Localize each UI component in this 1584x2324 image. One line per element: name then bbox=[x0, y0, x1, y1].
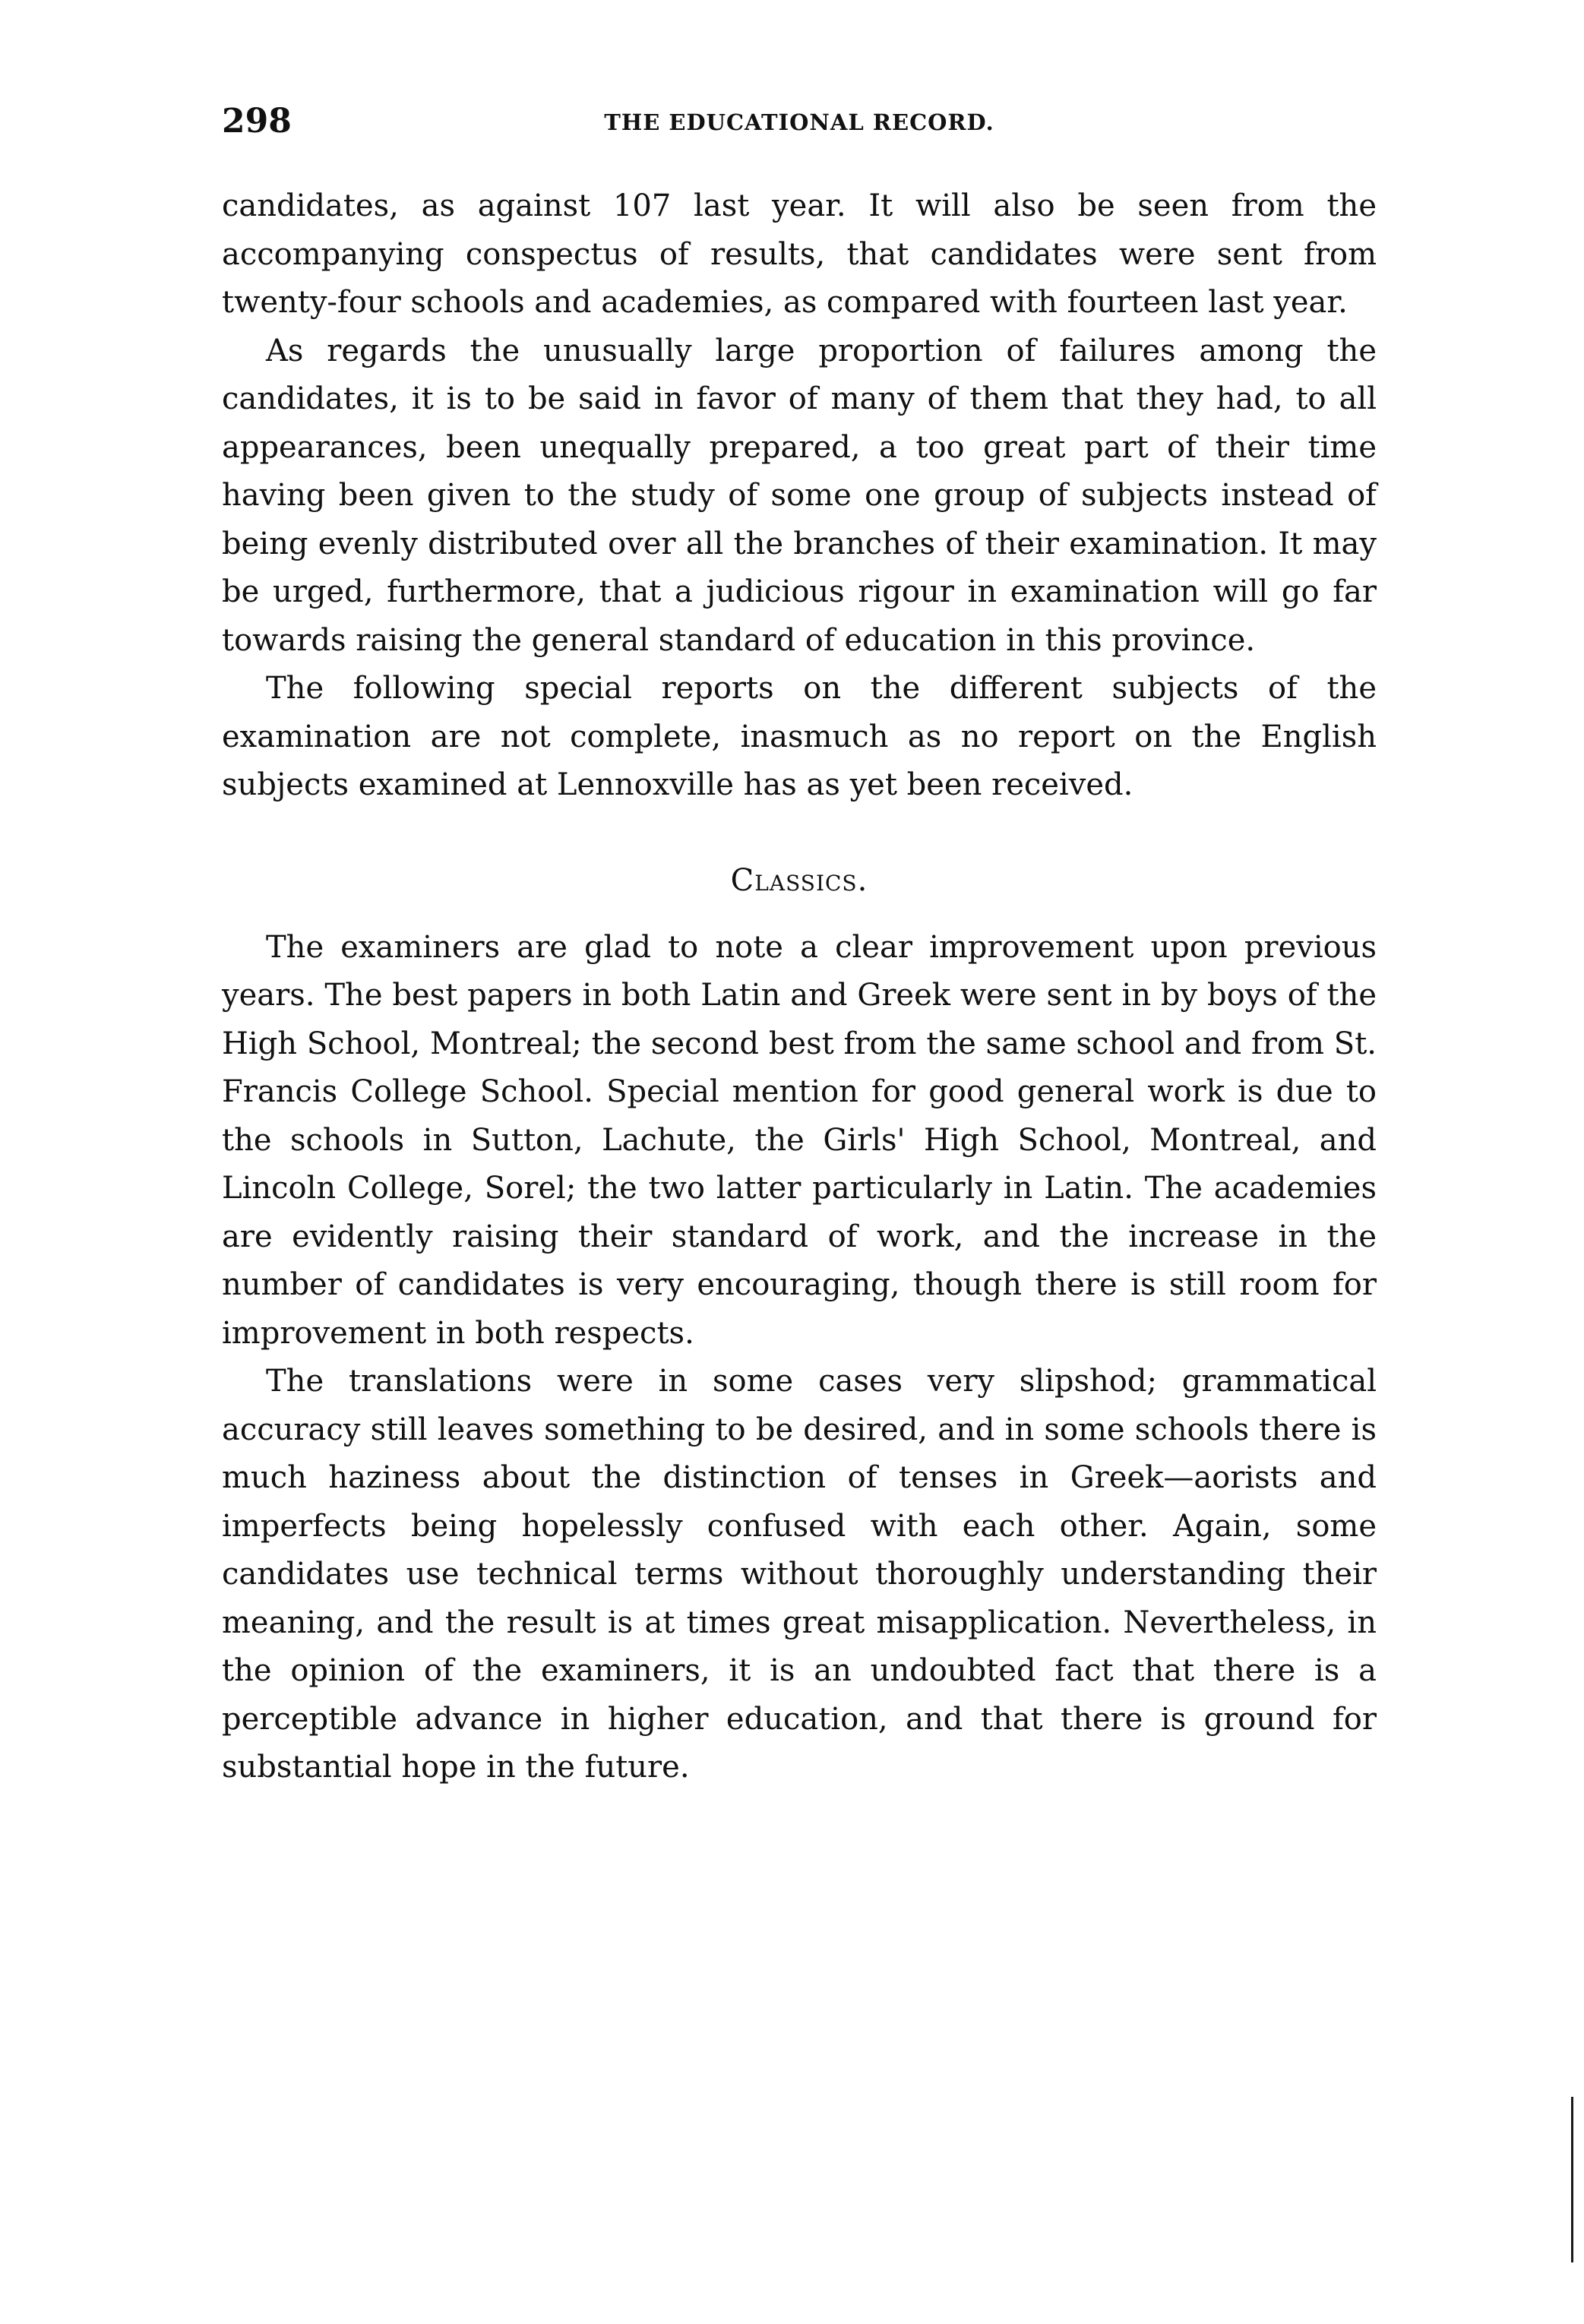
document-page bbox=[222, 90, 1377, 1792]
paragraph-special-reports: The following special reports on the different subjects of the examination are not complete, inasmuch as no report on the English subjects examined at Lennoxville has as yet been received. bbox=[222, 671, 1377, 802]
paragraph-continuation: candidates, as against 107 last year. It will also be seen from the accompanying conspectus of results, that candidates were sent from twenty-four schools and academies, as compared with fourteen last year. bbox=[222, 188, 1377, 320]
journal-title: THE EDUCATIONAL RECORD. bbox=[604, 109, 994, 135]
running-head bbox=[222, 90, 1377, 150]
paragraph-classics-improvement: The examiners are glad to note a clear improvement upon previous years. The best papers in both Latin and Greek were sent in by boys of the High School, Montreal; the second best from the same school and from St. Francis College School. Special mention for good general work is due to the schools in Sutton, Lachute, the Girls' High School, Montreal, and Lincoln College, Sorel; the two latter particularly in Latin. The academies are evidently raising their standard of work, and the increase in the number of candidates is very encouraging, though there is still room for improvement in both respects. bbox=[222, 929, 1377, 1351]
margin-rule bbox=[1571, 2097, 1573, 2262]
section-heading-classics: Classics. bbox=[730, 862, 868, 898]
page-number: 298 bbox=[222, 102, 292, 141]
paragraph-classics-translations: The translations were in some cases very slipshod; grammatical accuracy still leaves something to be desired, and in some schools there is much haziness about the distinction of tenses in Greek—aorists and imperfects being hopelessly confused with each other. Again, some candidates use technical terms without thoroughly understanding their meaning, and the result is at times great misapplication. Nevertheless, in the opinion of the examiners, it is an undoubted fact that there is a perceptible advance in higher education, and that there is ground for substantial hope in the future. bbox=[222, 1364, 1377, 1785]
paragraph-failures: As regards the unusually large proportion of failures among the candidates, it is to be said in favor of many of them that they had, to all appearances, been unequally prepared, a too great part of their time having been given to the study of some one group of subjects instead of being evenly distributed over all the branches of their examination. It may be urged, furthermore, that a judicious rigour in examination will go far towards raising the general standard of education in this province. bbox=[222, 333, 1377, 658]
